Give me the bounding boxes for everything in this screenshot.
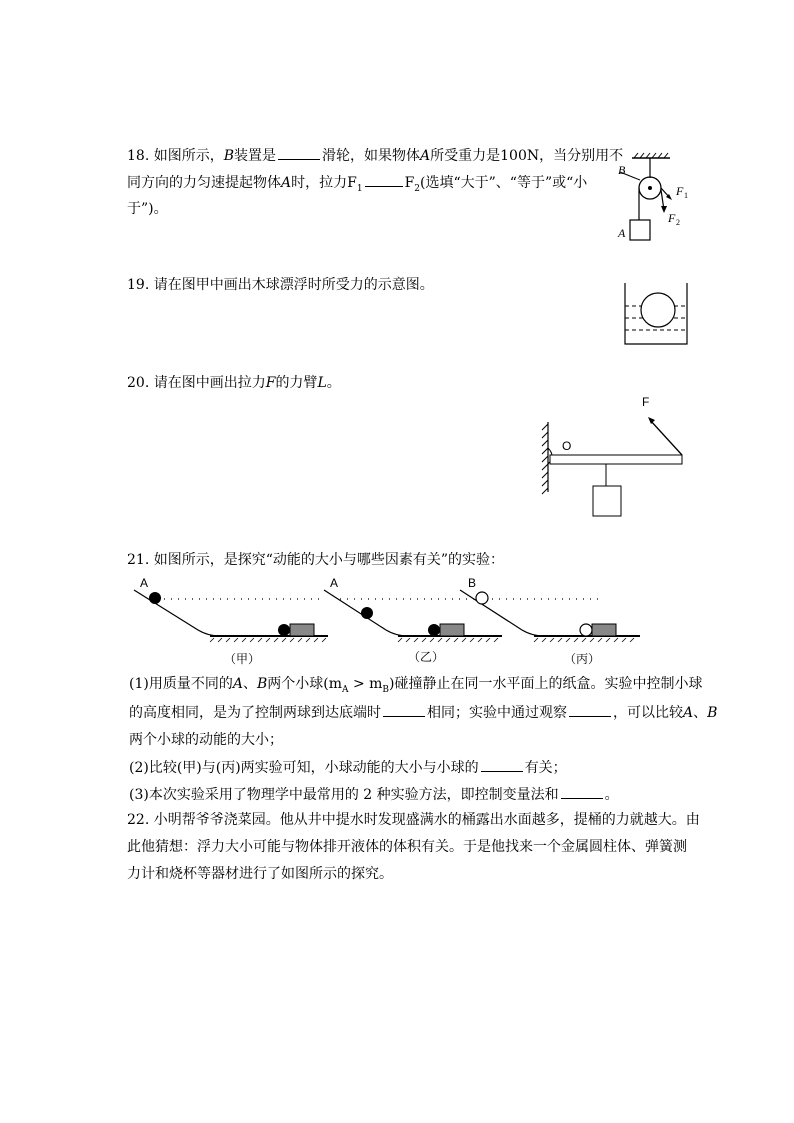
label-f1: F [676,184,684,198]
q20-text: 。 [326,375,341,391]
lever-figure [538,392,688,522]
caption-jia: （甲） [224,652,261,666]
sub-b: B [382,684,390,695]
q21-text: 有关； [524,760,567,776]
q18-text: (选填“大于”、“等于”或“小 [420,175,588,191]
q21-text: > m [348,676,383,692]
label-f: F [642,395,650,409]
q20-line [127,374,341,392]
q18-text: 所受重力是 [430,148,501,164]
q21-text: (3)本次实验采用了物理学中最常用的 2 种实验方法，即控制变量法和 [129,787,559,803]
label-o: O [562,439,572,453]
answer-blank[interactable] [569,703,611,717]
q21-text: 两个小球(m [267,676,343,692]
q20-var-f: F [265,375,276,391]
kinetic-energy-figure [128,572,648,670]
q18-var-a: A [420,148,431,164]
q21-part2 [129,758,567,777]
label-a-2: A [330,576,339,590]
label-f1-sub: 1 [684,191,688,200]
answer-blank[interactable] [561,785,603,799]
q21-text: 相同；实验中通过观察 [427,705,567,721]
q21-part3 [129,785,619,804]
q21-text: 两个小球的动能的大小； [129,732,283,748]
q20-text: 20. 请在图中画出拉力 [127,375,266,391]
sub-a: A [342,684,349,695]
q18-line3 [127,200,168,218]
q22-line3 [127,865,393,883]
q18-text: ，当分别用不 [539,148,624,164]
q19-line [127,276,434,294]
q18-line1 [127,146,623,165]
q21-text: 、 [693,705,708,721]
var-a: A [232,676,243,692]
q21-text: ，可以比较 [613,705,683,721]
label-f2: F [668,211,676,225]
q21-text: (2)比较(甲)与(丙)两实验可知，小球动能的大小与小球的 [129,760,479,776]
q18-text: 时，拉力F [291,175,357,191]
q22-line1 [127,811,700,829]
q18-sub: 1 [356,183,363,194]
q21-part1-line3 [129,731,283,749]
q21-part1-line1 [129,675,703,699]
q18-text: 装置是 [234,148,277,164]
q18-line2 [127,173,587,198]
q21-text: (1)用质量不同的 [129,676,233,692]
q21-part1-line2 [129,703,717,722]
q18-var-b: B [223,148,235,164]
var-b: B [707,705,718,721]
q21-intro [127,551,504,569]
floating-ball-figure [620,278,692,348]
q22-text: 22. 小明帮爷爷浇菜园。他从井中提水时发现盛满水的桶露出水面越多，提桶的力就越大。由 [127,812,700,828]
q21-text: 。 [604,787,619,803]
q19-text: 19. 请在图甲中画出木球漂浮时所受力的示意图。 [127,277,434,293]
caption-yi: （乙） [408,650,445,664]
q21-text: )碰撞静止在同一水平面上的纸盒。实验中控制小球 [389,676,703,692]
label-f2-sub: 2 [676,218,680,227]
answer-blank[interactable] [365,173,403,187]
label-a-1: A [140,576,149,590]
q22-text: 力计和烧杯等器材进行了如图所示的探究。 [127,866,393,882]
q18-text: 于”)。 [127,201,168,217]
q18-text: 18. 如图所示， [127,148,224,164]
caption-bing: （丙） [564,652,601,666]
q18-text: 滑轮，如果物体 [322,148,421,164]
q21-text: 的高度相同，是为了控制两球到达底端时 [129,705,381,721]
label-b: B [468,576,477,590]
q20-var-l: L [317,375,327,391]
q18-text: F [404,175,415,191]
pulley-figure [612,150,692,245]
label-b: B [618,163,626,177]
q20-text: 的力臂 [275,375,318,391]
q18-weight: 100N [500,148,540,164]
answer-blank[interactable] [278,146,320,160]
q22-line2 [127,838,687,856]
q18-sub: 2 [414,183,421,194]
q22-text: 此他猜想：浮力大小可能与物体排开液体的体积有关。于是他找来一个金属圆柱体、弹簧测 [127,839,687,855]
answer-blank[interactable] [383,703,425,717]
q21-text: 、 [242,676,257,692]
var-a: A [683,705,694,721]
var-b: B [256,676,268,692]
label-a: A [618,226,626,240]
answer-blank[interactable] [481,758,523,772]
q21-text: 21. 如图所示，是探究“动能的大小与哪些因素有关”的实验： [127,552,505,568]
q18-text: 同方向的力匀速提起物体 [127,175,281,191]
q18-var-a: A [281,175,292,191]
